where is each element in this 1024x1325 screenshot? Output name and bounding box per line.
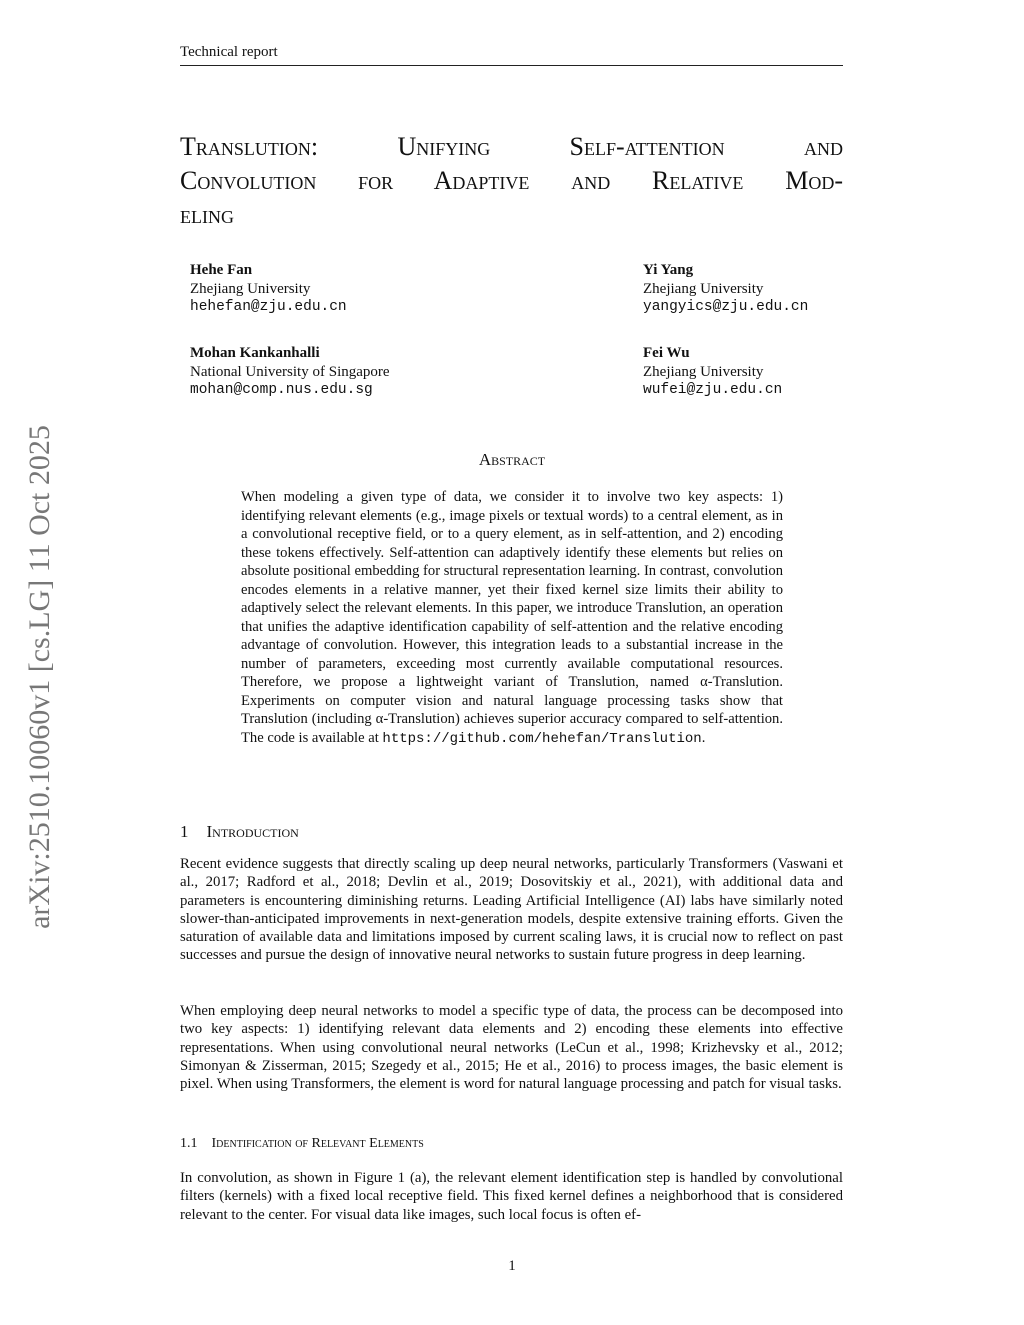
paragraph: When employing deep neural networks to model a specific type of data, the process can be decomposed into two key aspects: 1) identifying relevant data elements and 2) encoding these elements into effective representations. When using convolutional neural networks (LeCun et al., 1998; Krizhevsky et al., 2012; Simonyan & Zisserman, 2015; Szegedy et al., 2015; He et al., 2016) to process images, the basic element is pixel. When using Transformers, the element is word for natural language processing and patch for visual tasks.	[180, 1003, 843, 1093]
author-name: Mohan Kankanhalli	[190, 345, 320, 361]
author-affiliation: Zhejiang University	[643, 280, 764, 297]
title-line: Translution: Unifying Self-attention and	[180, 132, 843, 161]
paper-title	[180, 130, 843, 232]
arxiv-stamp: arXiv:2510.10060v1 [cs.LG] 11 Oct 2025	[23, 425, 56, 929]
author-affiliation: National University of Singapore	[190, 363, 390, 380]
author-email[interactable]: hehefan@zju.edu.cn	[190, 299, 347, 315]
section-heading: 1 Introduction	[180, 822, 299, 841]
abstract-text: When modeling a given type of data, we consider it to involve two key aspects: 1) identifying relevant elements (e.g., image pixels or textual words) to a central element, as in a convolutional receptive field, or to a query element, as in self-attention, and 2) encoding these tokens effectively. Self-attention can adaptively identify these elements but relies on absolute positional embedding for structural representation learning. In contrast, convolution encodes elements in a relative manner, yet their fixed kernel size limits their ability to adaptively select the relevant elements. In this paper, we introduce Translution, an operation that unifies the adaptive identification capability of self-attention and the relative encoding advantage of convolution. However, this integration leads to a substantial increase in the number of parameters, exceeding most currently available computational resources. Therefore, we propose a lightweight variant of Translution, named α-Translution. Experiments on computer vision and natural language processing tasks show that Translution (including α-Translution) achieves superior accuracy compared to self-attention. The code is available at https://github.com/hehefan/Translution.	[241, 489, 783, 747]
abstract-heading: Abstract	[478, 450, 546, 469]
author-block	[643, 261, 808, 317]
page-number: 1	[508, 1258, 516, 1274]
paragraph: Recent evidence suggests that directly scaling up deep neural networks, particularly Transformers (Vaswani et al., 2017; Radford et al., 2018; Devlin et al., 2019; Dosovitskiy et al., 2021), with additional data and parameters is encountering diminishing returns. Leading Artificial Intelligence (AI) labs have similarly noted slower-than-anticipated improvements in next-generation models, despite extensive training efforts. Given the saturation of available data and limitations imposed by current scaling laws, it is crucial now to reflect on past successes and pursue the design of innovative neural networks to sustain future progress in deep learning.	[180, 856, 843, 964]
author-block	[190, 261, 347, 317]
paragraph: In convolution, as shown in Figure 1 (a), the relevant element identification step is handled by convolutional filters (kernels) with a fixed local receptive field. This fixed kernel defines a neighborhood that is considered relevant to the center. For visual data like images, such local focus is often ef-	[180, 1170, 843, 1223]
author-affiliation: Zhejiang University	[190, 280, 311, 297]
author-email[interactable]: mohan@comp.nus.edu.sg	[190, 382, 373, 398]
author-name: Yi Yang	[643, 262, 694, 278]
header-rule	[180, 65, 843, 66]
author-name: Fei Wu	[643, 345, 690, 361]
title-line: eling	[180, 200, 234, 229]
author-affiliation: Zhejiang University	[643, 363, 764, 380]
author-block	[643, 344, 782, 400]
author-email[interactable]: wufei@zju.edu.cn	[643, 382, 783, 398]
code-link[interactable]: https://github.com/hehefan/Translution	[382, 730, 702, 747]
author-name: Hehe Fan	[190, 262, 253, 278]
author-email[interactable]: yangyics@zju.edu.cn	[643, 299, 809, 315]
author-block	[190, 344, 390, 400]
running-header: Technical report	[180, 44, 278, 60]
title-line: Convolution for Adaptive and Relative Mod-	[180, 166, 843, 195]
subsection-heading: 1.1 Identification of Relevant Elements	[180, 1136, 424, 1151]
